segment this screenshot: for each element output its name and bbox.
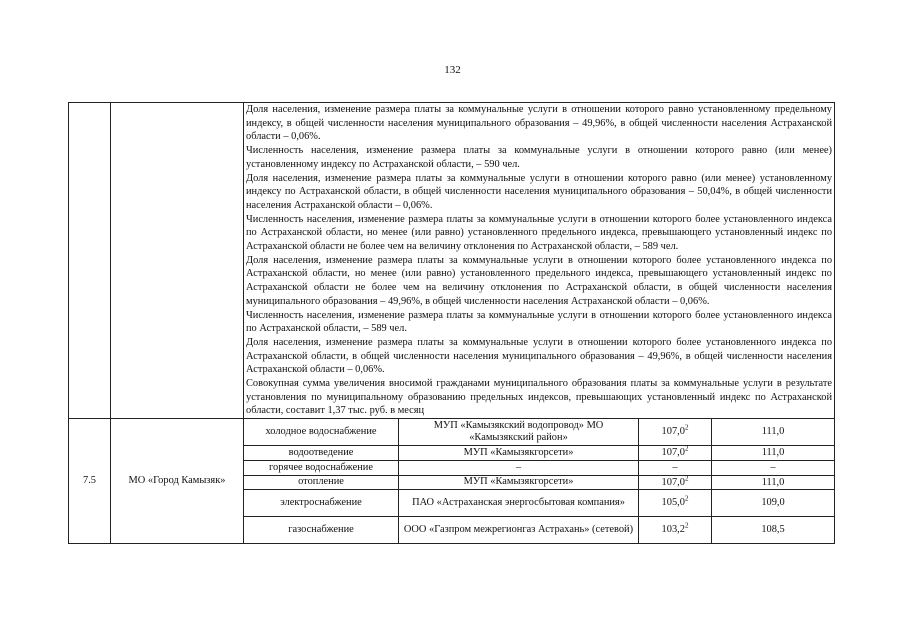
provider-name: МУП «Камызякгорсети» — [399, 475, 639, 490]
provider-name: ООО «Газпром межрегионгаз Астрахань» (сетевой) — [399, 517, 639, 544]
footnote-mark: 2 — [684, 423, 689, 432]
provider-name: ПАО «Астраханская энергосбытовая компания» — [399, 490, 639, 517]
service-name: отопление — [244, 475, 399, 490]
description-paragraph: Доля населения, изменение размера платы за коммунальные услуги в отношении которого более установленного индекса по Астраханской области, но менее (или равно) установленного предельного индекса, превышающего установленный индекс по Астраханской области не более чем на величину отклонения по Астраханской области, в общей численности населения муниципального образования – 49,96%, в общей численности населения Астраханской области – 0,06%. — [246, 254, 833, 307]
service-row — [69, 419, 835, 446]
description-paragraph: Доля населения, изменение размера платы за коммунальные услуги в отношении которого более установленного индекса по Астраханской области, в общей численности населения муниципального образования – 49,96%, в общей численности населения Астраханской области – 0,06%. — [246, 336, 833, 376]
limit-value: 108,5 — [712, 517, 835, 544]
index-value — [639, 490, 712, 517]
service-name: водоотведение — [244, 446, 399, 461]
index-base: 103,2 — [661, 524, 685, 536]
service-name: электроснабжение — [244, 490, 399, 517]
service-name: горячее водоснабжение — [244, 460, 399, 475]
index-value — [639, 517, 712, 544]
footnote-mark: 2 — [684, 474, 689, 483]
limit-value: – — [712, 460, 835, 475]
footnote-mark: 2 — [684, 494, 689, 503]
description-paragraph: Численность населения, изменение размера платы за коммунальные услуги в отношении которого равно (или менее) установленному индексу по Астраханской области, – 590 чел. — [246, 145, 833, 170]
tariff-table — [68, 102, 835, 544]
description-paragraph: Численность населения, изменение размера платы за коммунальные услуги в отношении которого более установленного индекса по Астраханской области, но менее (или равно) установленного предельного индекса, превышающего установленный индекс по Астраханской области не более чем на величину отклонения по Астраханской области, – 589 чел. — [246, 213, 833, 253]
empty-cell — [69, 103, 111, 419]
index-base: 107,0 — [661, 476, 685, 488]
provider-name: – — [399, 460, 639, 475]
footnote-mark: 2 — [684, 444, 689, 453]
description-paragraph: Численность населения, изменение размера платы за коммунальные услуги в отношении которого более установленного индекса по Астраханской области, – 589 чел. — [246, 309, 833, 335]
limit-value: 111,0 — [712, 446, 835, 461]
municipality-name: МО «Город Камызяк» — [111, 419, 244, 544]
index-value — [639, 446, 712, 461]
row-number: 7.5 — [69, 419, 111, 544]
description-paragraph: Доля населения, изменение размера платы за коммунальные услуги в отношении которого равно (или менее) установленному индексу по Астраханской области, в общей численности населения муниципального образования – 50,04%, в общей численности населения Астраханской области – 0,06%. — [246, 172, 833, 211]
page-number: 132 — [444, 64, 461, 76]
limit-value: 111,0 — [712, 419, 835, 446]
description-paragraph: Доля населения, изменение размера платы за коммунальные услуги в отношении которого равно установленному предельному индексу, в общей численности населения муниципального образования – 49,96%, в общей численности населения Астраханской области – 0,06%. — [246, 104, 833, 143]
provider-name: МУП «Камызякгорсети» — [399, 446, 639, 461]
description-row — [69, 103, 835, 419]
limit-value: 109,0 — [712, 490, 835, 517]
description-paragraph: Совокупная сумма увеличения вносимой гражданами муниципального образования платы за коммунальные услуги в результате установления по муниципальному образованию предельных индексов, превышающих установленный индекс по Астраханской области, составит 1,37 тыс. руб. в месяц — [246, 378, 833, 417]
index-value — [639, 475, 712, 490]
index-value — [639, 460, 712, 475]
index-value — [639, 419, 712, 446]
provider-name: МУП «Камызякский водопровод» МО «Камызякский район» — [399, 419, 639, 446]
footnote-mark: 2 — [684, 521, 689, 530]
index-base: – — [672, 461, 678, 473]
index-base: 105,0 — [661, 497, 685, 509]
index-base: 107,0 — [661, 426, 685, 438]
service-name: холодное водоснабжение — [244, 419, 399, 446]
limit-value: 111,0 — [712, 475, 835, 490]
empty-cell — [111, 103, 244, 419]
description-cell — [244, 103, 835, 419]
index-base: 107,0 — [661, 447, 685, 459]
service-name: газоснабжение — [244, 517, 399, 544]
